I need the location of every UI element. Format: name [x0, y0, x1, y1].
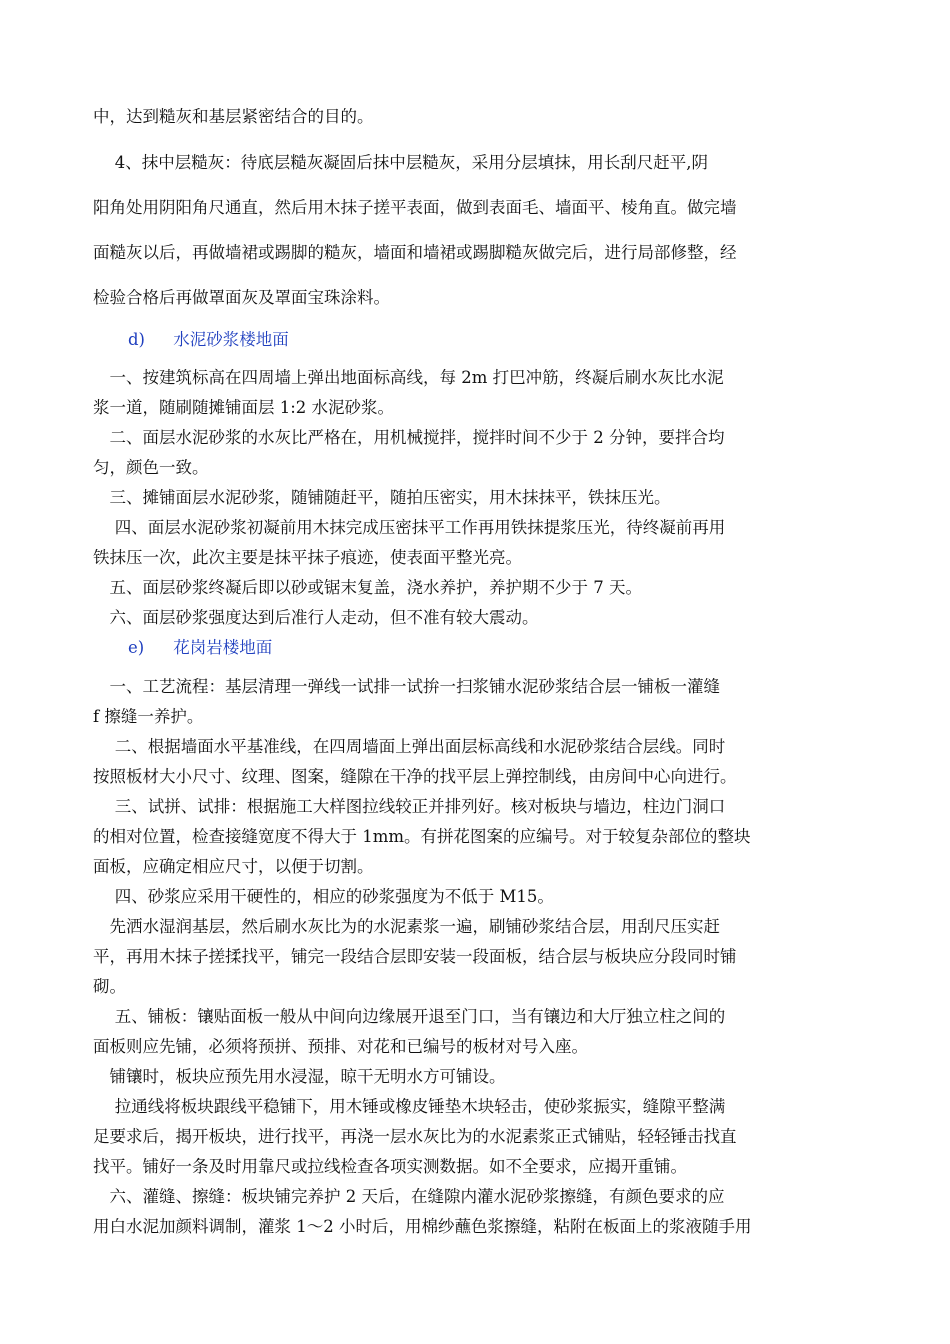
text-line: 六、灌缝、擦缝：板块铺完养护 2 天后，在缝隙内灌水泥砂浆擦缝，有颜色要求的应 — [93, 1187, 725, 1206]
section-heading-e — [128, 634, 272, 658]
text-line: 一、工艺流程：基层清理一弹线一试排一试拚一扫浆铺水泥砂浆结合层一铺板一灌缝 — [93, 677, 720, 696]
text-line: 铺镶时，板块应预先用水浸湿，晾干无明水方可铺设。 — [93, 1067, 506, 1086]
intro-paragraph — [93, 102, 855, 132]
section-e-body — [93, 672, 855, 1242]
text-line: 阳角处用阴阳角尺通直，然后用木抹子搓平表面，做到表面毛、墙面平、棱角直。做完墙 — [93, 198, 737, 217]
section-d-body — [93, 363, 855, 633]
text-line: 先洒水湿润基层，然后刷水灰比为的水泥素浆一遍，刷铺砂浆结合层，用刮尺压实赶 — [93, 917, 720, 936]
text-line: 面板则应先铺，必须将预拼、预排、对花和已编号的板材对号入座。 — [93, 1037, 588, 1056]
text-line: 匀，颜色一致。 — [93, 458, 209, 477]
text-line: 铁抹压一次，此次主要是抹平抹子痕迹，使表面平整光亮。 — [93, 548, 522, 567]
section-title: 花岗岩楼地面 — [173, 638, 273, 657]
text-line: 平，再用木抹子搓揉找平，铺完一段结合层即安装一段面板，结合层与板块应分段同时铺 — [93, 947, 737, 966]
text-line: 中，达到糙灰和基层紧密结合的目的。 — [93, 107, 374, 126]
text-line: f 擦缝一养护。 — [93, 707, 204, 726]
text-line: 用白水泥加颜料调制，灌浆 1～2 小时后，用棉纱蘸色浆擦缝，粘附在板面上的浆液随手用 — [93, 1217, 752, 1236]
text-line: 拉通线将板块跟线平稳铺下，用木锤或橡皮锤垫木块轻击，使砂浆振实，缝隙平整满 — [93, 1097, 726, 1116]
text-line: 五、面层砂浆终凝后即以砂或锯末复盖，浇水养护，养护期不少于 7 天。 — [93, 578, 642, 597]
section-letter: d) — [128, 330, 145, 349]
text-line: 三、摊铺面层水泥砂浆，随铺随赶平，随拍压密实，用木抹抹平，铁抹压光。 — [93, 488, 671, 507]
text-line: 面糙灰以后，再做墙裙或踢脚的糙灰，墙面和墙裙或踢脚糙灰做完后，进行局部修整，经 — [93, 243, 737, 262]
section-letter: e) — [128, 638, 145, 657]
text-line: 浆一道，随刷随摊铺面层 1:2 水泥砂浆。 — [93, 398, 395, 417]
text-line: 五、铺板：镶贴面板一般从中间向边缘展开退至门口，当有镶边和大厅独立柱之间的 — [93, 1007, 726, 1026]
text-line: 二、根据墙面水平基准线，在四周墙面上弹出面层标高线和水泥砂浆结合层线。同时 — [93, 737, 726, 756]
text-line: 4、抹中层糙灰：待底层糙灰凝固后抹中层糙灰，采用分层填抹，用长刮尺赶平,阴 — [93, 153, 708, 172]
section-heading-d — [128, 326, 289, 350]
step4-paragraph — [93, 140, 855, 320]
text-line: 找平。铺好一条及时用靠尺或拉线检查各项实测数据。如不全要求，应揭开重铺。 — [93, 1157, 687, 1176]
text-line: 砌。 — [93, 977, 126, 996]
text-line: 按照板材大小尺寸、纹理、图案，缝隙在干净的找平层上弹控制线，由房间中心向进行。 — [93, 767, 737, 786]
text-line: 的相对位置，检查接缝宽度不得大于 1mm。有拼花图案的应编号。对于较复杂部位的整块 — [93, 827, 751, 846]
text-line: 足要求后，揭开板块，进行找平，再浇一层水灰比为的水泥素浆正式铺贴，轻轻锤击找直 — [93, 1127, 737, 1146]
text-line: 检验合格后再做罩面灰及罩面宝珠涂料。 — [93, 288, 390, 307]
text-line: 面板，应确定相应尺寸，以便于切割。 — [93, 857, 374, 876]
text-line: 六、面层砂浆强度达到后准行人走动，但不准有较大震动。 — [93, 608, 539, 627]
text-line: 四、面层水泥砂浆初凝前用木抹完成压密抹平工作再用铁抹提浆压光，待终凝前再用 — [93, 518, 726, 537]
text-line: 二、面层水泥砂浆的水灰比严格在，用机械搅拌，搅拌时间不少于 2 分钟，要拌合均 — [93, 428, 725, 447]
section-title: 水泥砂浆楼地面 — [173, 330, 289, 349]
text-line: 四、砂浆应采用干硬性的，相应的砂浆强度为不低于 M15。 — [93, 887, 554, 906]
text-line: 三、试拼、试排：根据施工大样图拉线较正并排列好。核对板块与墙边，柱边门洞口 — [93, 797, 726, 816]
text-line: 一、按建筑标高在四周墙上弹出地面标高线，每 2m 打巴冲筋，终凝后刷水灰比水泥 — [93, 368, 724, 387]
